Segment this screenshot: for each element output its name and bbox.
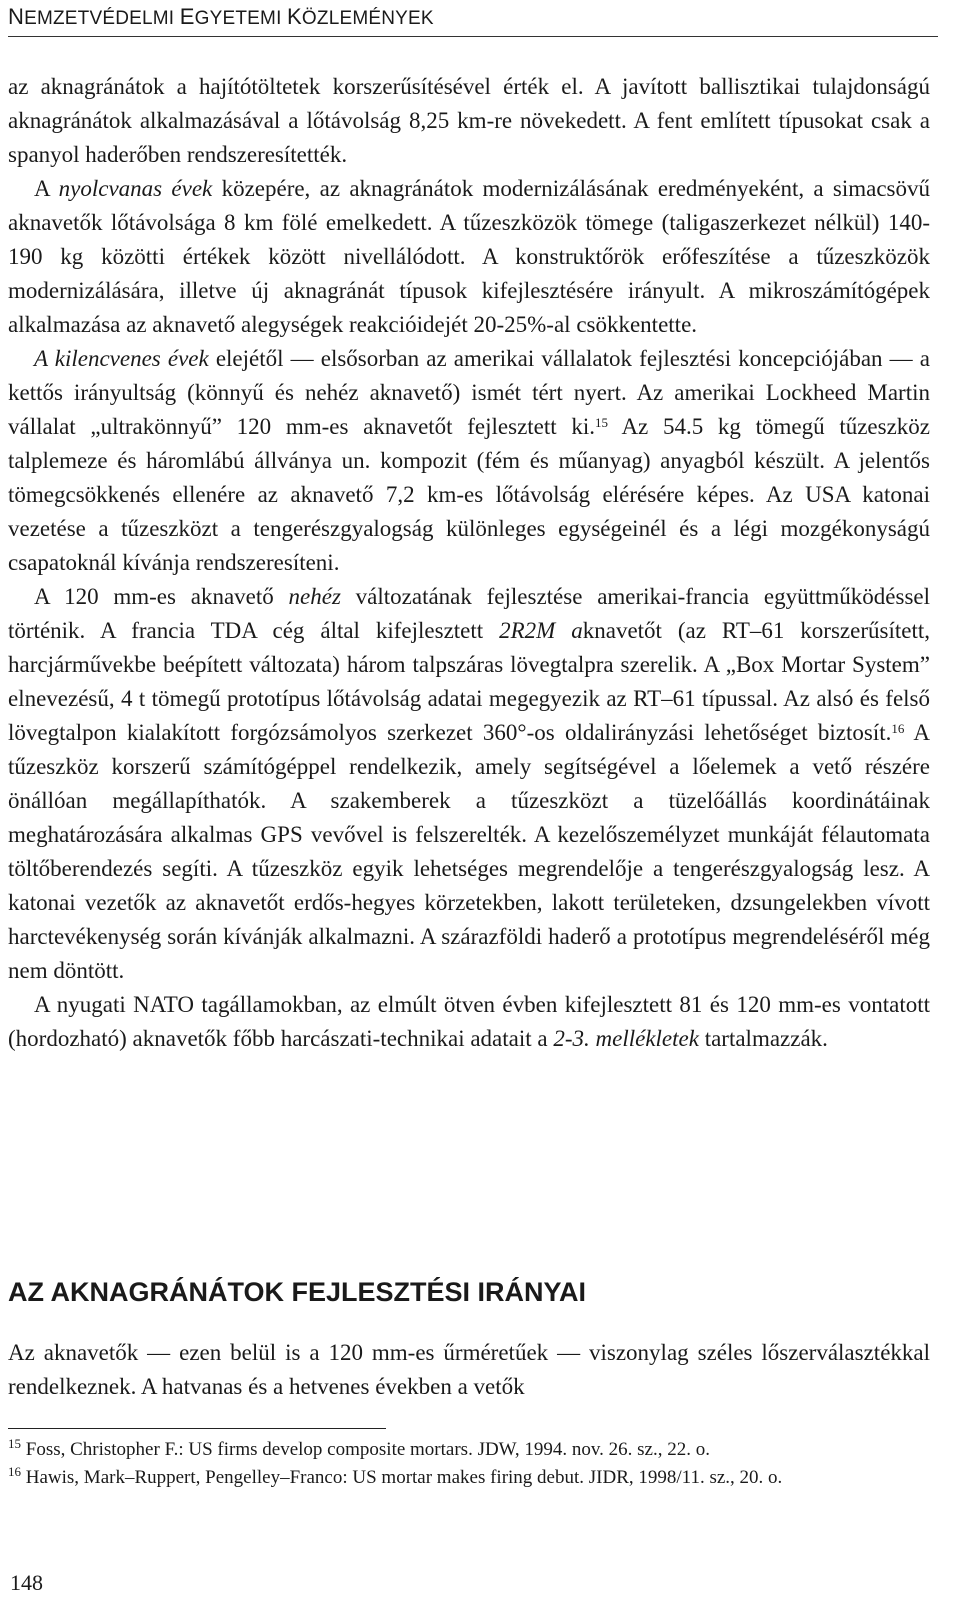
header-rest-2: GYETEMI xyxy=(194,8,288,29)
section-heading: AZ AKNAGRÁNÁTOK FEJLESZTÉSI IRÁNYAI xyxy=(8,1277,587,1307)
paragraph-3-emphasis: A kilencvenes évek xyxy=(34,346,209,371)
paragraph-4-text-c: knavetőt (az RT–61 korszerűsített, harcjárművekbe beépített változata) három talpszáras lövegtalpra szerelik. A „Box Mortar System” elnevezésű, 4 t tömegű prototípus lőtávolság adatai megegyezik az RT–61 típussal. Az alsó és felső lövegtalpon kialakított forgózsámolyos szerkezet 360°-os oldalirányzási lehetőséget biztosít. xyxy=(8,618,930,745)
footnote-divider xyxy=(8,1428,386,1429)
running-header xyxy=(8,4,938,37)
paragraph-6 xyxy=(8,1336,930,1404)
footnote-15-number: 15 xyxy=(8,1436,21,1451)
body-text-main xyxy=(8,70,930,1056)
paragraph-2-text-a: A xyxy=(34,176,59,201)
page-number: 148 xyxy=(10,1570,43,1595)
footnote-ref-16[interactable]: 16 xyxy=(891,721,905,736)
header-cap-1: N xyxy=(8,4,25,29)
footnote-ref-15[interactable]: 15 xyxy=(595,415,609,430)
footnote-16-text: Hawis, Mark–Ruppert, Pengelley–Franco: US mortar makes firing debut. JIDR, 1998/11. sz., 20. o. xyxy=(25,1467,783,1488)
header-rest-3: ÖZLEMÉNYEK xyxy=(301,8,434,29)
paragraph-2-emphasis: nyolcvanas évek xyxy=(58,176,213,201)
footnote-16 xyxy=(8,1464,938,1492)
paragraph-4-text-b: változatának fejlesztése amerikai-francia együttműködéssel történik. A francia TDA cég által kifejlesztett xyxy=(8,584,930,643)
paragraph-2-text-b: közepére, az aknagránátok modernizálásának eredményeként, a simacsövű aknavetők lőtávolsága 8 km fölé emelkedett. A tűzeszközök tömege (taligaszerkezet nélkül) 140-190 kg közötti értékek között nivellálódott. A konstruktőrök erőfeszítése a tűzeszközök modernizálására, illetve új aknagránát típusok kifejlesztésére irányult. A mikroszámítógépek alkalmazása az aknavető alegységek reakcióidejét 20-25%-al csökkentette. xyxy=(8,176,930,337)
paragraph-4-text-a: A 120 mm-es aknavető xyxy=(34,584,289,609)
header-cap-3: K xyxy=(287,4,302,29)
paragraph-4 xyxy=(8,580,930,988)
footnote-15 xyxy=(8,1436,938,1464)
paragraph-3-text-a: elejétől — elsősorban az amerikai vállalatok fejlesztési koncepciójában — a kettős irányultság (könnyű és nehéz aknavető) ismét tért nyert. Az amerikai Lockheed Martin vállalat „ultrakönnyű” 120 mm-es aknavetőt fejlesztett ki. xyxy=(8,346,930,439)
header-cap-2: E xyxy=(179,4,195,29)
paragraph-4-emphasis-1: nehéz xyxy=(288,584,341,609)
paragraph-6-text: Az aknavetők — ezen belül is a 120 mm-es űrméretűek — viszonylag széles lőszerválasztékkal rendelkeznek. A hatvanas és a hetvenes években a vetők xyxy=(8,1340,930,1399)
paragraph-3 xyxy=(8,342,930,580)
paragraph-5-text-a: A nyugati NATO tagállamokban, az elmúlt ötven évben kifejlesztett 81 és 120 mm-es vontatott (hordozható) aknavetők főbb harcászati-technikai adatait a xyxy=(8,992,930,1051)
paragraph-5-emphasis: 2-3. mellékletek xyxy=(553,1026,699,1051)
paragraph-4-emphasis-2: 2R2M a xyxy=(499,618,583,643)
paragraph-4-text-d: A tűzeszköz korszerű számítógéppel rendelkezik, amely segítségével a lőelemek a vető részére önállóan megállapíthatók. A szakemberek a tűzeszközt a tüzelőállás koordinátáinak meghatározására alkalmas GPS vevővel is felszerelték. A kezelőszemélyzet munkáját félautomata töltőberendezés segíti. A tűzeszköz egyik lehetséges megrendelője a tengerészgyalogság lesz. A katonai vezetők az aknavetőt erdős-hegyes körzetekben, lakott területeken, dzsungelekben vívott harctevékenység során kívánják alkalmazni. A szárazföldi haderő a prototípus megrendeléséről még nem döntött. xyxy=(8,720,930,983)
paragraph-3-text-b: Az 54.5 kg tömegű tűzeszköz talplemeze és háromlábú állványa un. kompozit (fém és műanyag) anyagból készült. A jelentős tömegcsökkenés ellenére az aknavető 7,2 km-es lőtávolság elérésére képes. Az USA katonai vezetése a tűzeszközt a tengerészgyalogság különleges egységeinél és a légi mozgékonyságú csapatoknál kívánja rendszeresíteni. xyxy=(8,414,930,575)
paragraph-1-text: az aknagránátok a hajítótöltetek korszerűsítésével érték el. A javított ballisztikai tulajdonságú aknagránátok alkalmazásával a lőtávolság 8,25 km-re növekedett. A fent említett típusokat csak a spanyol haderőben rendszeresítették. xyxy=(8,74,930,167)
footnote-15-text: Foss, Christopher F.: US firms develop composite mortars. JDW, 1994. nov. 26. sz., 22. o. xyxy=(25,1439,710,1460)
body-text-section xyxy=(8,1336,930,1404)
paragraph-2 xyxy=(8,172,930,342)
footnote-16-number: 16 xyxy=(8,1464,21,1479)
paragraph-1 xyxy=(8,70,930,172)
footnotes xyxy=(8,1436,938,1492)
paragraph-5 xyxy=(8,988,930,1056)
paragraph-5-text-b: tartalmazzák. xyxy=(698,1026,828,1051)
header-rest-1: EMZETVÉDELMI xyxy=(24,8,180,29)
